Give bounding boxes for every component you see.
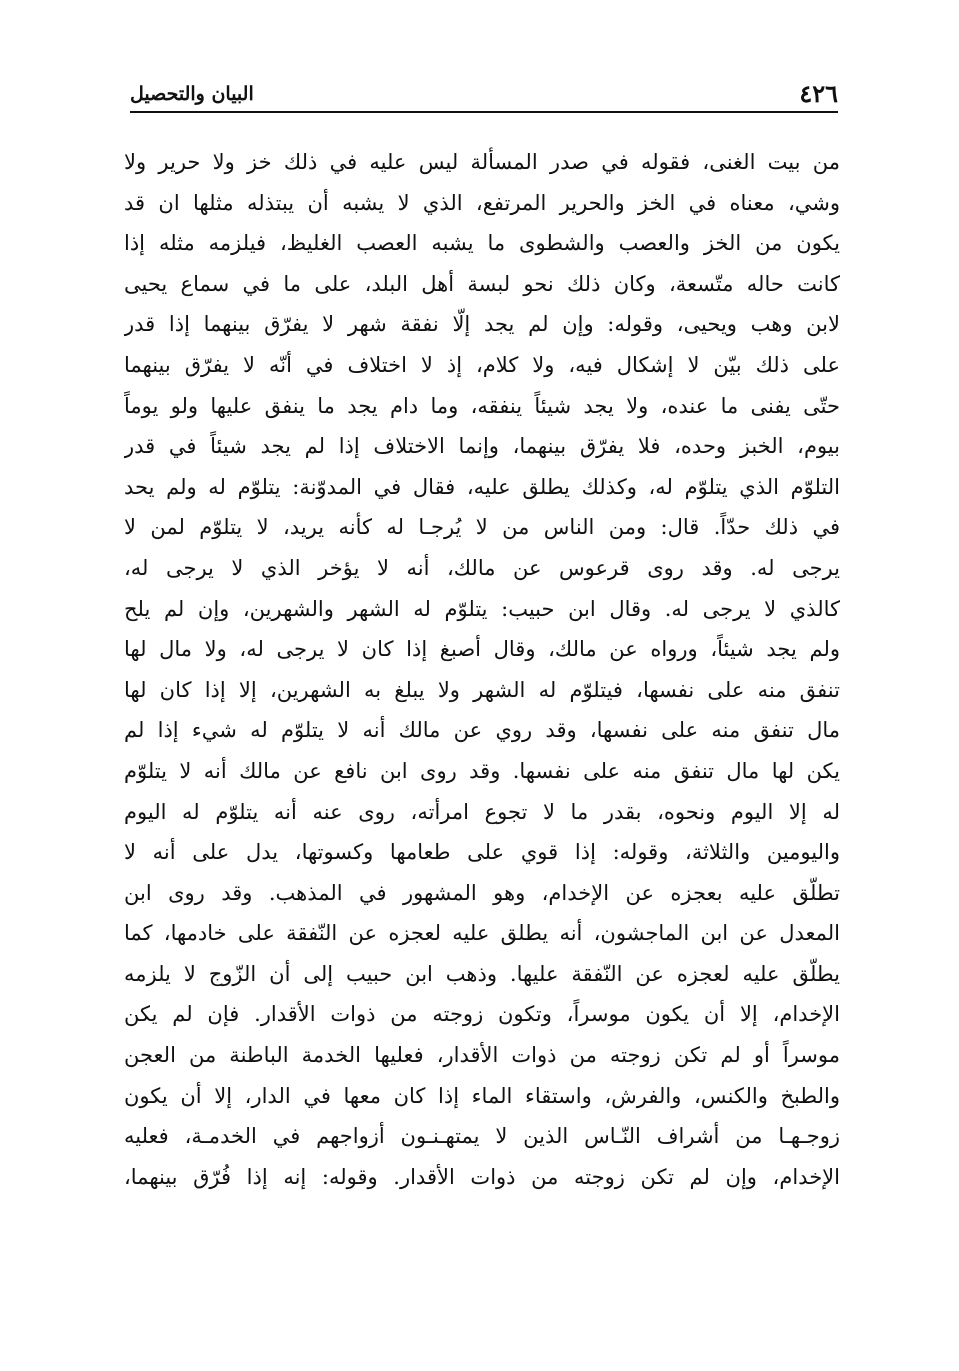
- text-line: تنفق منه على نفسها، فيتلوّم له الشهر ولا يبلغ به الشهرين، إلا إذا كان لها: [124, 677, 840, 702]
- page-header: [130, 80, 838, 110]
- running-title: البيان والتحصيل: [130, 83, 254, 105]
- text-line: كانت حاله متّسعة، وكان ذلك نحو لبسة أهل البلد، على ما في سماع يحيى: [124, 271, 840, 296]
- body-text: [124, 142, 840, 1197]
- text-line: يطلّق عليه لعجزه عن النّفقة عليها. وذهب ابن حبيب إلى أن الزّوج لا يلزمه: [124, 961, 840, 986]
- text-line: موسراً أو لم تكن زوجته من ذوات الأقدار، فعليها الخدمة الباطنة من العجن: [124, 1043, 840, 1068]
- text-line: الإخدام، وإن لم تكن زوجته من ذوات الأقدار. وقوله: إنه إذا فُرّق بينهما،: [124, 1164, 840, 1189]
- header-rule: [130, 111, 838, 113]
- text-line: المعدل عن ابن الماجشون، أنه يطلق عليه لعجزه عن النّفقة على خادمها، كما: [124, 921, 840, 946]
- text-line: وشي، معناه في الخز والحرير المرتفع، الذي لا يشبه أن يبتذله مثلها ان قد: [124, 190, 840, 215]
- text-line: له إلا اليوم ونحوه، بقدر ما لا تجوع امرأته، روى عنه أنه يتلوّم له اليوم: [124, 799, 840, 824]
- text-line: بيوم، الخبز وحده، فلا يفرّق بينهما، وإنما الاختلاف إذا لم يجد شيئاً في قدر: [124, 434, 840, 459]
- text-line: حتّى يفنى ما عنده، ولا يجد شيئاً ينفقه، وما دام يجد ما ينفق عليها ولو يوماً: [124, 393, 840, 418]
- text-line: التلوّم الذي يتلوّم له، وكذلك يطلق عليه، فقال في المدوّنة: يتلوّم له ولم يحد: [124, 474, 840, 499]
- text-line: يكن لها مال تنفق منه على نفسها. وقد روى ابن نافع عن مالك أنه لا يتلوّم: [124, 758, 840, 783]
- text-line: تطلّق عليه بعجزه عن الإخدام، وهو المشهور في المذهب. وقد روى ابن: [124, 880, 840, 905]
- text-line: من بيت الغنى، فقوله في صدر المسألة ليس عليه في ذلك خز ولا حرير ولا: [124, 150, 840, 174]
- text-line: على ذلك بيّن لا إشكال فيه، ولا كلام، إذ لا اختلاف في أنّه لا يفرّق بينهما: [124, 352, 840, 377]
- page-number: ٤٢٦: [799, 79, 838, 108]
- text-line: ولم يجد شيئاً، ورواه عن مالك، وقال أصبغ إذا كان لا يرجى له، ولا مال لها: [124, 637, 840, 662]
- text-line: واليومين والثلاثة، وقوله: إذا قوي على طعامها وكسوتها، يدل على أنه لا: [124, 840, 840, 865]
- text-line: والطبخ والكنس، والفرش، واستقاء الماء إذا كان معها في الدار، إلا أن يكون: [124, 1083, 840, 1108]
- text-line: الإخدام، إلا أن يكون موسراً، وتكون زوجته من ذوات الأقدار. فإن لم يكن: [124, 1002, 840, 1027]
- text-line: كالذي لا يرجى له. وقال ابن حبيب: يتلوّم له الشهر والشهرين، وإن لم يلح: [124, 596, 840, 621]
- text-line: يرجى له. وقد روى قرعوس عن مالك، أنه لا يؤخر الذي لا يرجى له،: [124, 555, 840, 580]
- text-line: لابن وهب ويحيى، وقوله: وإن لم يجد إلّا نفقة شهر لا يفرّق بينهما إذا قدر: [124, 312, 840, 337]
- text-line: يكون من الخز والعصب والشطوى ما يشبه العصب الغليظ، فيلزمه مثله إذا: [124, 231, 840, 256]
- text-line: مال تنفق منه على نفسها، وقد روي عن مالك أنه لا يتلوّم له شيء إذا لم: [124, 718, 840, 743]
- text-line: في ذلك حدّاً. قال: ومن الناس من لا يُرجـا له كأنه يريد، لا يتلوّم لمن لا: [124, 515, 840, 540]
- text-line: زوجـهـا من أشراف النّـاس الذين لا يمتهـنـون أزواجهم في الخدمـة، فعليه: [124, 1124, 840, 1149]
